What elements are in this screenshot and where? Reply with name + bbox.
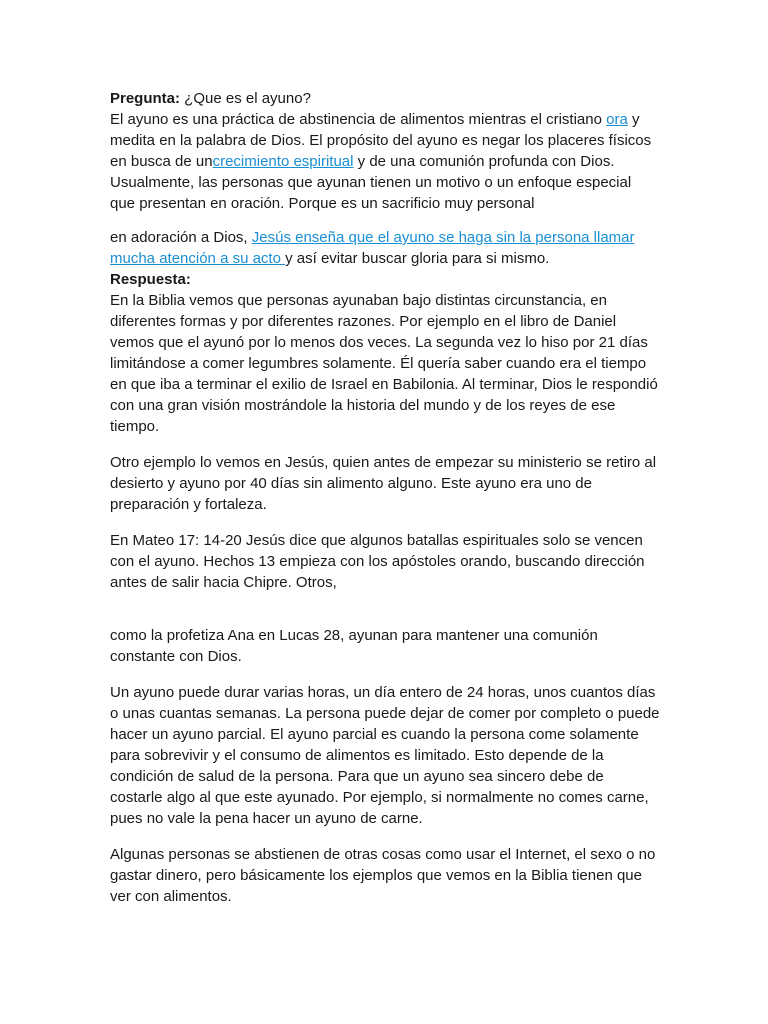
continuation-text-2: y así evitar buscar gloria para si mismo.: [285, 250, 550, 267]
answer-paragraph-5: Un ayuno puede durar varias horas, un día entero de 24 horas, unos cuantos días o unas cuantas semanas. La persona puede dejar de comer por completo o puede hacer un ayuno parcial. El ayuno parcial es cuando la persona come solamente para sobrevivir y el consumo de alimentos es limitado. Esto depende de la condición de salud de la persona. Para que un ayuno sea sincero debe de costarle algo al que este ayunado. Por ejemplo, si normalmente no comes carne, pues no vale la pena hacer un ayuno de carne.: [110, 684, 660, 827]
question-label: Pregunta:: [110, 90, 181, 107]
answer-label: Respuesta:: [110, 271, 191, 288]
link-crecimiento-espiritual[interactable]: crecimiento espiritual: [212, 153, 354, 170]
question-body-1: El ayuno es una práctica de abstinencia de alimentos mientras el cristiano: [110, 111, 607, 128]
link-jesus-ensena[interactable]: Jesús enseña que el ayuno se haga sin la persona llamar mucha atención a su acto: [110, 229, 635, 267]
link-ora[interactable]: ora: [606, 111, 628, 128]
question-body-3: y de una comunión profunda con Dios. Usualmente, las personas que ayunan tienen un motivo o un enfoque especial que presentan en oración. Porque es un sacrificio muy personal: [110, 153, 632, 212]
question-text: ¿Que es el ayuno?: [180, 90, 311, 107]
answer-paragraph-2: Otro ejemplo lo vemos en Jesús, quien antes de empezar su ministerio se retiro al desierto y ayuno por 40 días sin alimento alguno. Este ayuno era uno de preparación y fortaleza.: [110, 454, 657, 513]
answer-paragraph-4: como la profetiza Ana en Lucas 28, ayunan para mantener una comunión constante con Dios.: [110, 627, 598, 665]
answer-paragraph-6: Algunas personas se abstienen de otras cosas como usar el Internet, el sexo o no gastar dinero, pero básicamente los ejemplos que vemos en la Biblia tienen que ver con alimentos.: [110, 846, 656, 905]
continuation-text-1: en adoración a Dios,: [110, 229, 252, 246]
answer-paragraph-1: En la Biblia vemos que personas ayunaban bajo distintas circunstancia, en diferentes formas y por diferentes razones. Por ejemplo en el libro de Daniel vemos que el ayunó por lo menos dos veces. La segunda vez lo hiso por 21 días limitándose a comer legumbres solamente. Él quería saber cuando era el tiempo en que iba a terminar el exilio de Israel en Babilonia. Al terminar, Dios le respondió con una gran visión mostrándole la historia del mundo y de los reyes de ese tiempo.: [110, 292, 658, 435]
answer-paragraph-3: En Mateo 17: 14-20 Jesús dice que algunos batallas espirituales solo se vencen con el ayuno. Hechos 13 empieza con los apóstoles orando, buscando dirección antes de salir hacia Chipre. Otros,: [110, 532, 645, 591]
question-body-2: y medita en la palabra de Dios. El propósito del ayuno es negar los placeres físicos en busca de un: [110, 111, 652, 170]
continuation-paragraph: [110, 227, 660, 437]
question-paragraph: [110, 88, 660, 214]
document-page: [110, 88, 660, 907]
